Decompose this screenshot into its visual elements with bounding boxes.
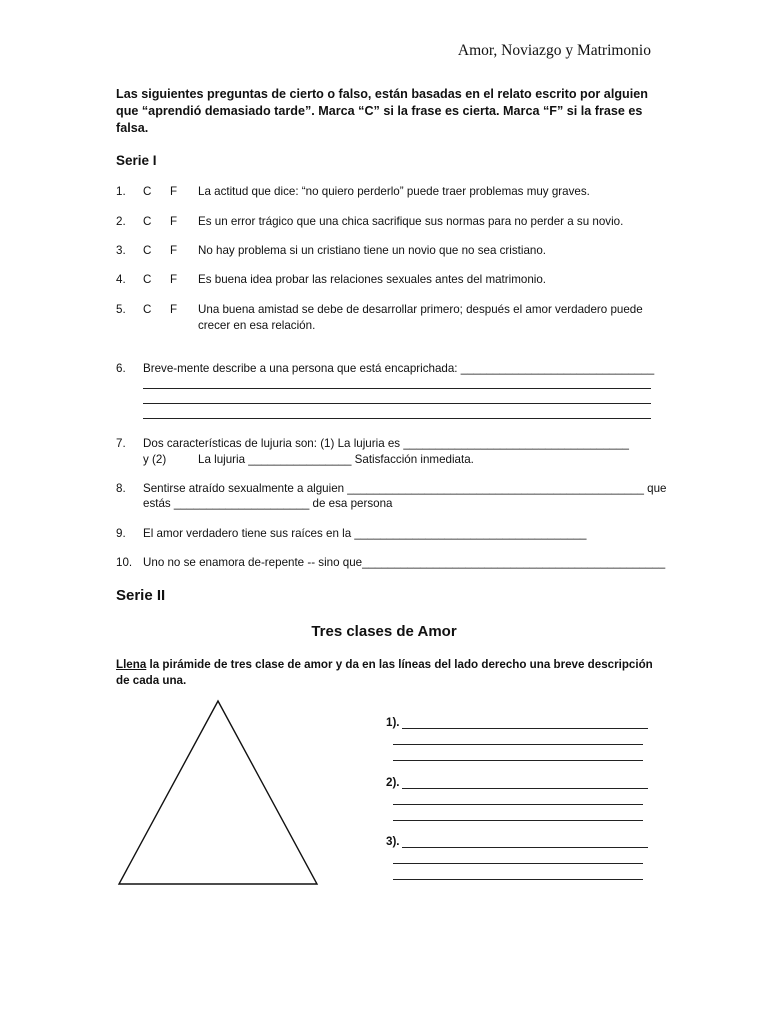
- option-f: F: [170, 185, 178, 198]
- pyramid-triangle[interactable]: [110, 695, 330, 890]
- answer-line[interactable]: [402, 847, 648, 848]
- answer-line[interactable]: [393, 879, 643, 880]
- question-text: Breve-mente describe a una persona que está encaprichada: ______________________________: [143, 362, 655, 375]
- answer-line[interactable]: [143, 418, 651, 419]
- question-text: Sentirse atraído sexualmente a alguien ______________________________________________ que: [143, 482, 667, 495]
- option-f: F: [170, 244, 178, 257]
- question-number: 10.: [116, 556, 133, 569]
- answer-line[interactable]: [393, 863, 643, 864]
- option-c: C: [143, 215, 152, 228]
- question-text: estás _____________________ de esa persona: [143, 497, 393, 510]
- section-title: Tres clases de Amor: [311, 623, 457, 640]
- answer-number: 1).: [386, 716, 400, 729]
- triangle-shape: [119, 701, 317, 884]
- option-c: C: [143, 303, 152, 316]
- question-number: 9.: [116, 527, 126, 540]
- question-text: No hay problema si un cristiano tiene un novio que no sea cristiano.: [198, 244, 547, 257]
- answer-line[interactable]: [402, 728, 648, 729]
- serie-2-heading: Serie II: [116, 587, 166, 604]
- option-c: C: [143, 273, 152, 286]
- question-text: Una buena amistad se debe de desarrollar primero; después el amor verdadero puede crecer en esa relación.: [198, 303, 643, 332]
- option-c: C: [143, 185, 152, 198]
- answer-number: 3).: [386, 835, 400, 848]
- option-f: F: [170, 273, 178, 286]
- question-text: Es buena idea probar las relaciones sexuales antes del matrimonio.: [198, 273, 547, 286]
- answer-line[interactable]: [402, 788, 648, 789]
- question-number: 2.: [116, 215, 126, 228]
- answer-number: 2).: [386, 776, 400, 789]
- question-text: El amor verdadero tiene sus raíces en la ____________________________________: [143, 527, 587, 540]
- question-number: 6.: [116, 362, 126, 375]
- option-f: F: [170, 303, 178, 316]
- question-number: 8.: [116, 482, 126, 495]
- answer-line[interactable]: [393, 820, 643, 821]
- question-text: y (2): [143, 453, 167, 466]
- option-f: F: [170, 215, 178, 228]
- answer-line[interactable]: [393, 744, 643, 745]
- question-number: 5.: [116, 303, 126, 316]
- option-c: C: [143, 244, 152, 257]
- answer-line[interactable]: [393, 804, 643, 805]
- question-text: Uno no se enamora de-repente -- sino que_______________________________________________: [143, 556, 666, 569]
- answer-line[interactable]: [143, 388, 651, 389]
- question-number: 1.: [116, 185, 126, 198]
- answer-line[interactable]: [143, 403, 651, 404]
- serie-1-heading: Serie I: [116, 153, 157, 168]
- pyramid-instructions: [116, 657, 656, 689]
- question-text: La actitud que dice: “no quiero perderlo” puede traer problemas muy graves.: [198, 185, 590, 198]
- question-text: Es un error trágico que una chica sacrifique sus normas para no perder a su novio.: [198, 215, 624, 228]
- question-text: Dos características de lujuria son: (1) La lujuria es ___________________________________: [143, 437, 630, 450]
- answer-line[interactable]: [393, 760, 643, 761]
- question-number: 4.: [116, 273, 126, 286]
- instructions-paragraph: Las siguientes preguntas de cierto o falso, están basadas en el relato escrito por alguien que “aprendió demasiado tarde”. Marca “C” si la frase es cierta. Marca “F” si la frase es falsa.: [116, 87, 648, 135]
- question-number: 7.: [116, 437, 126, 450]
- question-text: La lujuria ________________ Satisfacción inmediata.: [198, 453, 474, 466]
- instruction-underlined-word: Llena: [116, 658, 147, 671]
- document-header-title: Amor, Noviazgo y Matrimonio: [457, 42, 651, 59]
- instruction-text: la pirámide de tres clase de amor y da en las líneas del lado derecho una breve descripción de cada una.: [116, 658, 653, 687]
- question-number: 3.: [116, 244, 126, 257]
